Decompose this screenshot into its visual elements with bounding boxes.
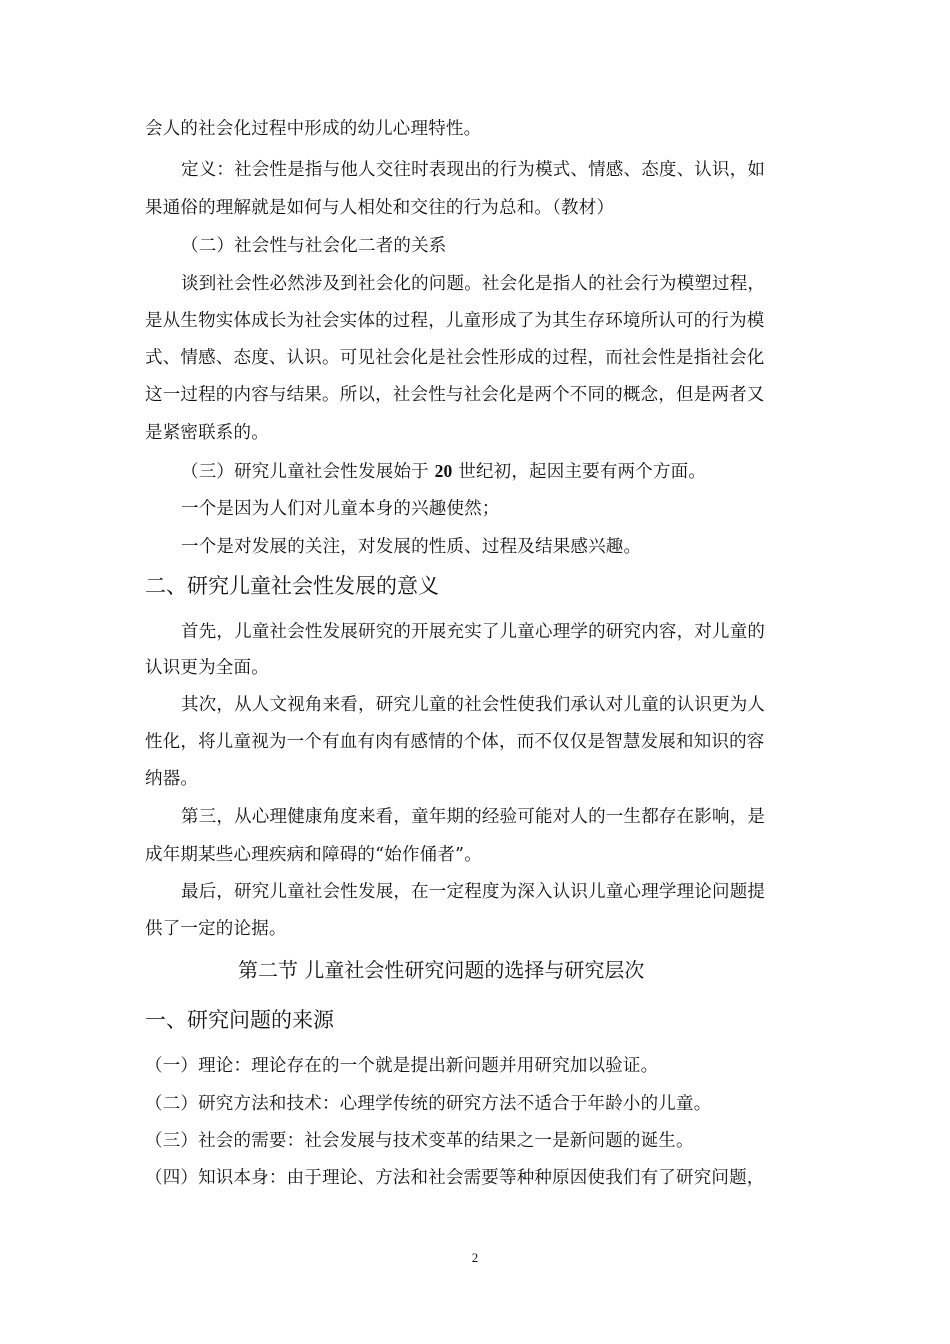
page-number: 2 bbox=[471, 1250, 479, 1265]
paragraph-line: 一个是对发展的关注，对发展的性质、过程及结果感兴趣。 bbox=[181, 537, 642, 557]
list-item: （四）知识本身：由于理论、方法和社会需要等种种原因使我们有了研究问题， bbox=[145, 1168, 765, 1188]
paragraph-line: 果通俗的理解就是如何与人相处和交往的行为总和。（教材） bbox=[145, 198, 615, 218]
definition-line: 定义：社会性是指与他人交往时表现出的行为模式、情感、态度、认识，如 bbox=[181, 160, 766, 180]
paragraph-line: 是从生物实体成长为社会实体的过程，儿童形成了为其生存环境所认可的行为模 bbox=[145, 311, 765, 331]
paragraph-line: 成年期某些心理疾病和障碍的“始作俑者”。 bbox=[145, 845, 482, 865]
subheading-relation: （二）社会性与社会化二者的关系 bbox=[181, 236, 447, 256]
subheading-prefix: （三） bbox=[181, 462, 235, 482]
paragraph-line: 性化，将儿童视为一个有血有肉有感情的个体，而不仅仅是智慧发展和知识的容 bbox=[145, 732, 765, 752]
paragraph-line: 一个是因为人们对儿童本身的兴趣使然； bbox=[181, 499, 500, 519]
paragraph-line: 式、情感、态度、认识。可见社会化是社会性形成的过程，而社会性是指社会化 bbox=[145, 348, 765, 368]
paragraph-line: 第三，从心理健康角度来看，童年期的经验可能对人的一生都存在影响，是 bbox=[181, 807, 766, 827]
paragraph-line: 其次，从人文视角来看，研究儿童的社会性使我们承认对儿童的认识更为人 bbox=[181, 695, 766, 715]
paragraph-line: 是紧密联系的。 bbox=[145, 423, 269, 443]
century-number: 20 bbox=[434, 461, 453, 481]
list-item: （三）社会的需要：社会发展与技术变革的结果之一是新问题的诞生。 bbox=[145, 1131, 694, 1151]
subheading-text: 研究儿童社会性发展始于 bbox=[234, 462, 429, 482]
section-heading-sources: 一、研究问题的来源 bbox=[145, 1008, 334, 1032]
paragraph-line: 纳器。 bbox=[145, 769, 199, 789]
paragraph-line: 会人的社会化过程中形成的幼儿心理特性。 bbox=[145, 119, 482, 139]
paragraph-line: 最后，研究儿童社会性发展，在一定程度为深入认识儿童心理学理论问题提 bbox=[181, 882, 766, 902]
paragraph-line: 谈到社会性必然涉及到社会化的问题。社会化是指人的社会行为模塑过程， bbox=[181, 274, 766, 294]
chapter-section-title: 第二节 儿童社会性研究问题的选择与研究层次 bbox=[238, 958, 645, 982]
paragraph-line: 供了一定的论据。 bbox=[145, 919, 287, 939]
subheading-suffix: 世纪初，起因主要有两个方面。 bbox=[452, 462, 707, 482]
section-heading-significance: 二、研究儿童社会性发展的意义 bbox=[145, 574, 439, 598]
list-item: （二）研究方法和技术：心理学传统的研究方法不适合于年龄小的儿童。 bbox=[145, 1094, 712, 1114]
paragraph-line: 认识更为全面。 bbox=[145, 658, 269, 678]
subheading-research-start bbox=[181, 459, 706, 484]
list-item: （一）理论：理论存在的一个就是提出新问题并用研究加以验证。 bbox=[145, 1056, 659, 1076]
paragraph-line: 首先，儿童社会性发展研究的开展充实了儿童心理学的研究内容，对儿童的 bbox=[181, 622, 766, 642]
paragraph-line: 这一过程的内容与结果。所以，社会性与社会化是两个不同的概念，但是两者又 bbox=[145, 385, 765, 405]
